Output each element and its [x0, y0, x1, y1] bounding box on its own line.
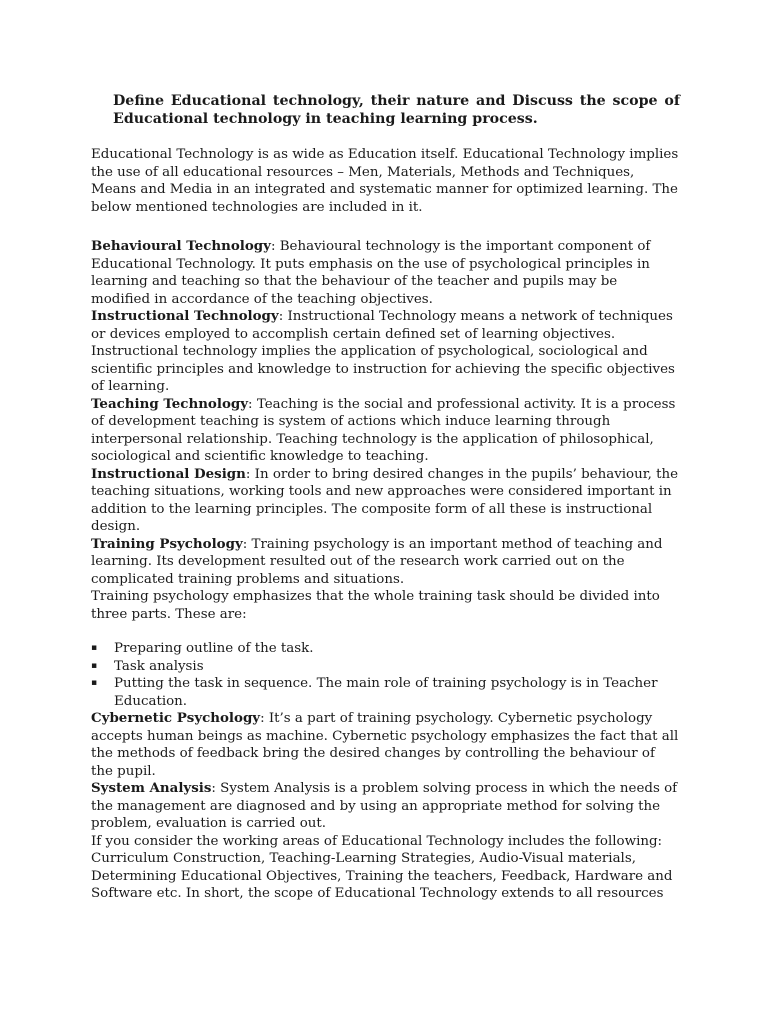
training-parts-list	[91, 640, 679, 710]
list-item-text: Putting the task in sequence. The main role of training psychology is in Teacher Education.	[114, 676, 658, 709]
section-separator: :	[211, 781, 221, 796]
section-instructional-design	[91, 466, 679, 536]
section-separator: :	[242, 536, 252, 552]
section-text: Instructional Technology means a network of techniques or devices employed to accomplish certain defined set of learning objectives. Instructional technology implies the application of psychological, sociological and scientific principles and knowledge to instruction for achieving the specific objectives of learning.	[91, 309, 675, 394]
section-teaching-technology	[91, 396, 679, 466]
bullet-square-icon: ▪	[91, 678, 98, 688]
content-body	[91, 238, 679, 903]
section-term: Instructional Design	[91, 465, 246, 482]
section-separator: :	[248, 396, 257, 412]
section-separator: :	[278, 309, 288, 324]
section-separator: :	[270, 239, 280, 254]
document-title: Define Educational technology, their nature and Discuss the scope of Educational technology in teaching learning process.	[113, 93, 680, 127]
closing-paragraph: If you consider the working areas of Educational Technology includes the following: Curriculum Construction, Teaching-Learning Strategies, Audio-Visual materials, Determining Educational Objectives, Training the teachers, Feedback, Hardware and Software etc. In short, the scope of Educational Technology extends to all resources	[91, 833, 673, 901]
section-term: Cybernetic Psychology	[91, 710, 261, 726]
section-text: Behavioural technology is the important component of Educational Technology. It puts emphasis on the use of psychological principles in learning and teaching so that the behaviour of the teacher and pupils may be modified in accordance of the teaching objectives.	[91, 239, 651, 307]
list-item-text: Task analysis	[114, 658, 204, 674]
section-term: System Analysis	[91, 780, 212, 796]
list-item	[91, 640, 679, 658]
section-text: It’s a part of training psychology. Cybernetic psychology accepts human beings as machine. Cybernetic psychology emphasizes the fact that all the methods of feedback bring the desired changes by controlling the behaviour of the pupil.	[91, 711, 679, 779]
section-term: Behavioural Technology	[91, 238, 271, 254]
section-term: Teaching Technology	[91, 395, 249, 412]
bullet-square-icon: ▪	[91, 660, 98, 671]
section-separator: :	[245, 466, 255, 482]
list-item	[91, 658, 679, 676]
section-term: Training Psychology	[91, 535, 243, 552]
intro-paragraph: Educational Technology is as wide as Education itself. Educational Technology implies the use of all educational resources – Men, Materials, Methods and Techniques, Means and Media in an integrated and systematic manner for optimized learning. The below mentioned technologies are included in it.	[91, 147, 679, 215]
section-behavioural-technology	[91, 238, 679, 308]
list-item-text: Preparing outline of the task.	[114, 641, 314, 656]
section-text: Teaching is the social and professional activity. It is a process of development teaching is system of actions which induce learning through interpersonal relationship. Teaching technology is the application of philosophical, sociological and scientific knowledge to teaching.	[91, 396, 676, 464]
section-cybernetic-psychology	[91, 710, 679, 780]
bullet-square-icon: ▪	[91, 643, 98, 653]
list-item	[91, 675, 679, 710]
section-text: Training psychology is an important method of teaching and learning. Its development resulted out of the research work carried out on the complicated training problems and situations.	[91, 536, 663, 587]
section-training-psychology	[91, 536, 679, 589]
section-separator: :	[260, 711, 269, 726]
section-instructional-technology	[91, 308, 679, 396]
section-text: System Analysis is a problem solving process in which the needs of the management are diagnosed and by using an appropriate method for solving the problem, evaluation is carried out.	[91, 781, 678, 831]
section-system-analysis	[91, 780, 679, 833]
training-note: Training psychology emphasizes that the whole training task should be divided into three parts. These are:	[91, 589, 660, 622]
section-term: Instructional Technology	[91, 308, 279, 324]
section-text: In order to bring desired changes in the pupils’ behaviour, the teaching situations, working tools and new approaches were considered important in addition to the learning principles. The composite form of all these is instructional design.	[91, 466, 679, 534]
